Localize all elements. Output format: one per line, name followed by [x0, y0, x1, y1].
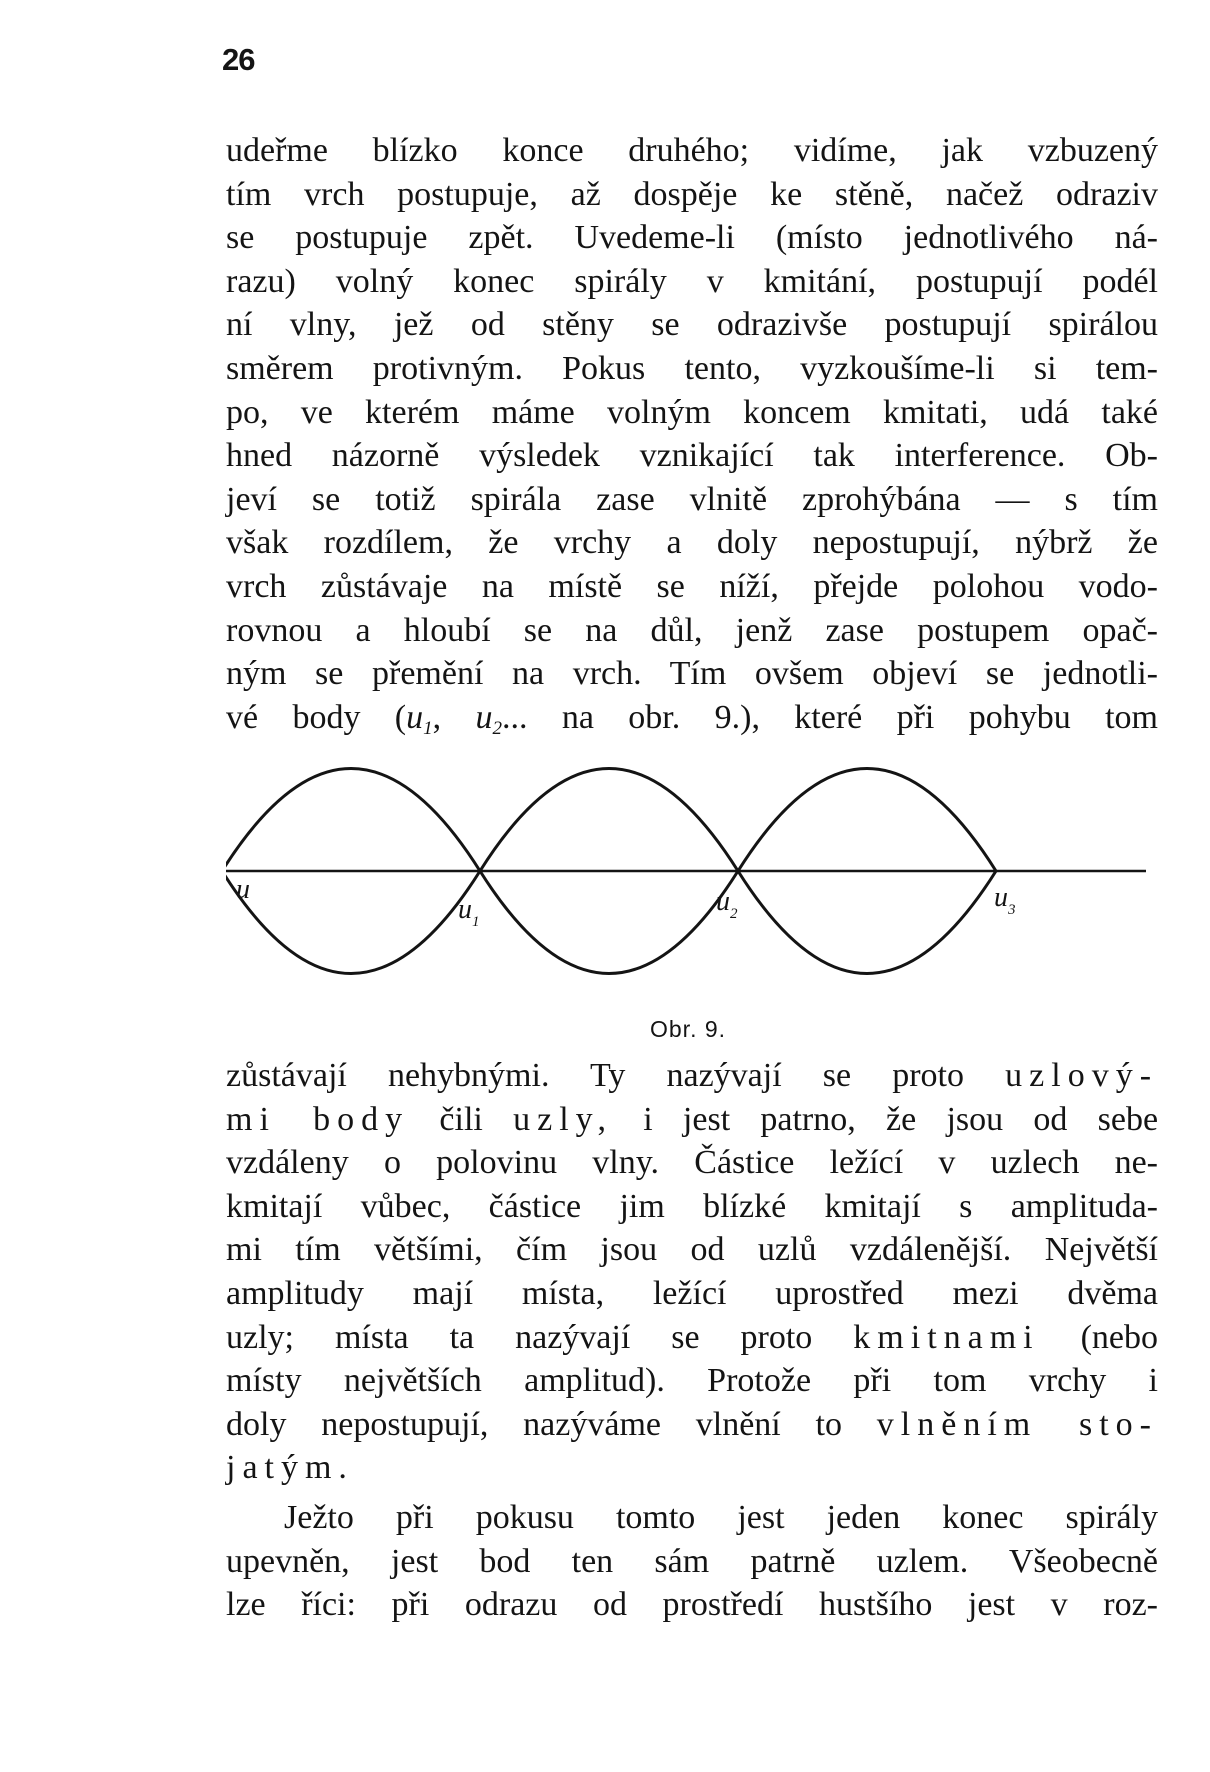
- text-line: se postupuje zpět. Uvedeme-li (místo jednotlivého ná-: [226, 219, 1158, 257]
- text-line: hned názorně výsledek vznikající tak interference. Ob-: [226, 437, 1158, 475]
- node-label-u: u: [236, 874, 250, 905]
- wave-loop-upper-1: [226, 769, 480, 872]
- emphasized-term: uzly,: [513, 1100, 613, 1138]
- text-line: vzdáleny o polovinu vlny. Částice ležící v uzlech ne-: [226, 1144, 1158, 1182]
- wave-loop-lower-3: [738, 871, 996, 974]
- node-label-u1: $u_1$: [458, 894, 480, 930]
- text-line: místy největších amplitud). Protože při tom vrchy i: [226, 1362, 1158, 1400]
- text-line: mi tím většími, čím jsou od uzlů vzdálenější. Největší: [226, 1231, 1158, 1269]
- figure-caption: Obr. 9.: [650, 1016, 727, 1042]
- text-line: doly nepostupují, nazýváme vlnění to vlněním sto-: [226, 1405, 1158, 1443]
- node-label-u2: $u_2$: [716, 886, 738, 922]
- text-line: kmitají vůbec, částice jim blízké kmitají s amplituda-: [226, 1187, 1158, 1225]
- paragraph-2: [226, 1054, 1158, 1490]
- emphasized-term: kmitnami: [853, 1318, 1040, 1356]
- text-line: uzly; místa ta nazývají se proto kmitnami (nebo: [226, 1318, 1159, 1356]
- text-line: udeřme blízko konce druhého; vidíme, jak vzbuzený: [226, 132, 1158, 169]
- wave-loop-lower-2: [480, 871, 738, 974]
- paragraph-1: [226, 129, 1158, 739]
- text-line: rovnou a hloubí se na důl, jenž zase postupem opač-: [226, 611, 1158, 649]
- page-number: 26: [222, 42, 255, 77]
- text-line: směrem protivným. Pokus tento, vyzkoušíme-li si tem-: [226, 349, 1158, 387]
- emphasized-term: uzlový-: [1005, 1057, 1159, 1094]
- text-line: ní vlny, jež od stěny se odrazivše postupují spirálou: [226, 306, 1158, 344]
- text-line: upevněn, jest bod ten sám patrně uzlem. Všeobecně: [226, 1542, 1158, 1580]
- text-line: tím vrch postupuje, až dospěje ke stěně, načež odraziv: [226, 175, 1158, 213]
- wave-loop-upper-3: [738, 769, 996, 872]
- text-line: amplitudy mají místa, ležící uprostřed mezi dvěma: [226, 1274, 1158, 1312]
- wave-loop-lower-1: [226, 871, 480, 974]
- standing-wave-figure: [226, 760, 1166, 1010]
- text-line: razu) volný konec spirály v kmitání, postupují podél: [226, 262, 1158, 300]
- text-line-with-symbols: vé body ($u_1$, $u_2$... na obr. 9.), které při pohybu tom: [226, 698, 1158, 739]
- text-line: zůstávají nehybnými. Ty nazývají se proto uzlový-: [226, 1057, 1159, 1094]
- emphasized-term: jatým.: [226, 1449, 354, 1487]
- wave-loop-upper-2: [480, 769, 738, 872]
- text-line: lze říci: při odrazu od prostředí hustšího jest v roz-: [226, 1586, 1158, 1624]
- text-line: jeví se totiž spirála zase vlnitě zprohýbána — s tím: [226, 480, 1158, 518]
- emphasized-term: mi body: [226, 1100, 410, 1138]
- node-label-u3: $u_3$: [994, 882, 1016, 918]
- text-line: po, ve kterém máme volným koncem kmitati, udá také: [226, 393, 1158, 431]
- paragraph-3: [226, 1496, 1158, 1627]
- text-line: však rozdílem, že vrchy a doly nepostupují, nýbrž že: [226, 524, 1158, 562]
- text-line: ným se přemění na vrch. Tím ovšem objeví se jednotli-: [226, 655, 1158, 693]
- text-line: vrch zůstávaje na místě se níží, přejde polohou vodo-: [226, 567, 1158, 605]
- text-line: Ježto při pokusu tomto jest jeden konec spirály: [284, 1499, 1158, 1536]
- text-line: mi body čili uzly, i jest patrno, že jsou od sebe: [226, 1100, 1159, 1138]
- emphasized-term: vlněním sto-: [876, 1405, 1158, 1443]
